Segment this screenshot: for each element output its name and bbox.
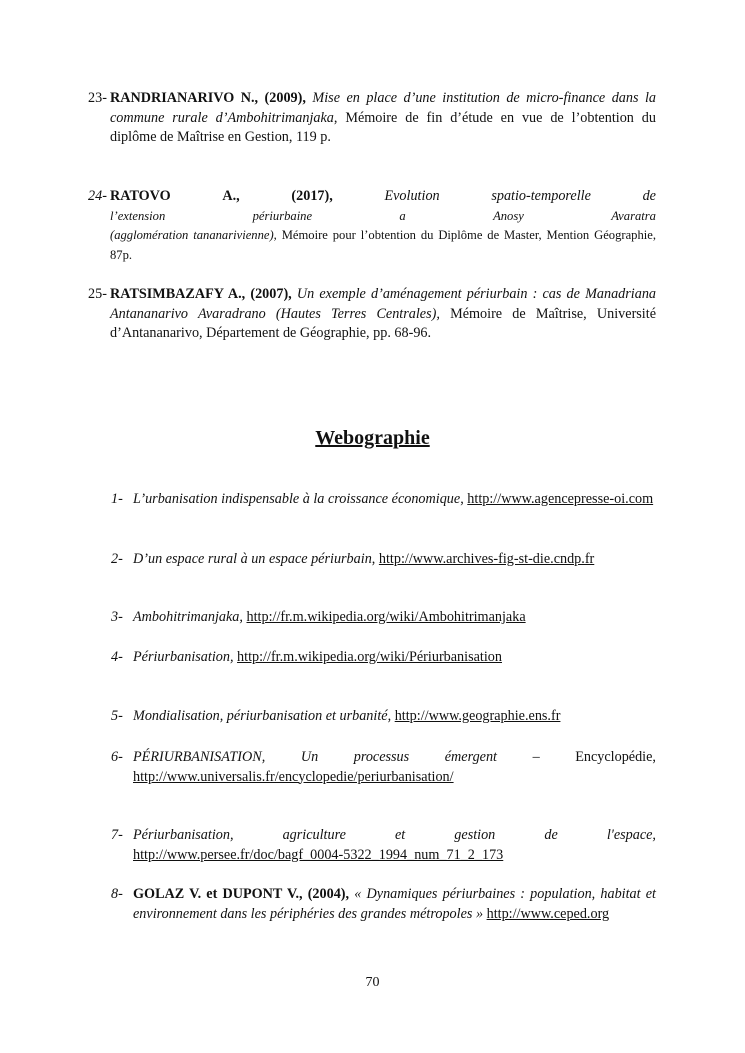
reference-text <box>110 285 656 344</box>
web-item-number: 2- <box>111 551 123 567</box>
reference-details: , Mémoire de fin d’étude en vue de l’obtention du diplôme de Maîtrise en Gestion, 119 p. <box>110 109 656 145</box>
reference-author: RATSIMBAZAFY A., (2007), <box>110 286 292 302</box>
web-item-2 <box>111 550 656 570</box>
reference-number: 25- <box>88 286 107 302</box>
separator: , <box>371 551 379 567</box>
reference-author: RANDRIANARIVO N., (2009), <box>110 90 306 106</box>
web-item-author: GOLAZ V. et DUPONT V., (2004), <box>133 886 350 902</box>
reference-title: Mise en place d’une institution de micro-finance dans la commune rurale d’Ambohitrimanjaka <box>110 90 657 126</box>
web-item-text <box>133 748 656 787</box>
web-item-line <box>133 748 656 768</box>
reference-number: 23- <box>88 90 107 106</box>
web-link[interactable]: http://www.persee.fr/doc/bagf_0004-5322_1994_num_71_2_173 <box>133 846 504 863</box>
web-item-4 <box>111 648 656 668</box>
web-item-title-word: agriculture <box>282 827 346 843</box>
web-item-3 <box>111 608 656 628</box>
web-item-1 <box>111 490 656 510</box>
reference-24 <box>88 187 656 265</box>
web-item-title: L’urbanisation indispensable à la croissance économique <box>133 491 461 507</box>
web-link[interactable]: http://www.agencepresse-oi.com <box>467 491 654 507</box>
reference-title-word: a <box>399 208 406 223</box>
web-item-title-word: gestion <box>454 827 496 843</box>
reference-title-word: Anosy <box>493 208 524 223</box>
web-item-6 <box>111 748 656 787</box>
webography-heading: Webographie <box>315 427 430 449</box>
separator: , <box>460 491 468 507</box>
web-item-title-word: l'espace, <box>606 827 656 843</box>
reference-title-word: Evolution <box>384 188 440 204</box>
web-item-number: 1- <box>111 491 123 507</box>
reference-details: Mémoire pour l’obtention du Diplôme de Master, Mention Géographie, 87p. <box>110 228 656 262</box>
reference-title-word: l’extension <box>110 208 166 223</box>
reference-number: 24- <box>88 188 107 204</box>
web-link[interactable]: http://fr.m.wikipedia.org/wiki/Ambohitrimanjaka <box>246 609 526 625</box>
web-link[interactable]: http://www.archives-fig-st-die.cndp.fr <box>378 551 595 567</box>
reference-line <box>110 187 656 207</box>
reference-text <box>110 89 656 148</box>
reference-25 <box>88 285 656 344</box>
web-link[interactable]: http://fr.m.wikipedia.org/wiki/Périurbanisation <box>237 649 502 665</box>
reference-year: (2017), <box>291 188 333 204</box>
reference-line <box>110 226 656 265</box>
web-item-title-word: de <box>544 827 558 843</box>
reference-author: RATOVO <box>110 188 171 204</box>
web-item-text <box>133 608 656 628</box>
web-item-number: 7- <box>111 827 123 843</box>
web-item-text <box>133 490 656 510</box>
reference-title: Un exemple d’aménagement périurbain : cas de Manadriana Antananarivo Avaradrano (Hautes Terres Centrales), <box>110 286 657 322</box>
web-item-title-word: PÉRIURBANISATION, <box>133 749 266 765</box>
reference-title-word: périurbaine <box>252 208 313 223</box>
web-item-5 <box>111 707 656 727</box>
web-item-text <box>133 885 656 924</box>
web-item-title-word: émergent <box>444 749 497 765</box>
web-link[interactable]: http://www.universalis.fr/encyclopedie/periurbanisation/ <box>133 768 454 785</box>
web-link[interactable]: http://www.geographie.ens.fr <box>394 708 561 724</box>
web-item-text <box>133 550 656 570</box>
web-item-title: « Dynamiques périurbaines : population, habitat et environnement dans les périphéries des grandes métropoles » <box>133 886 656 922</box>
web-item-title-word: – <box>532 749 540 765</box>
web-link[interactable]: http://www.ceped.org <box>486 905 610 922</box>
page-number: 70 <box>365 975 380 990</box>
web-item-title: D’un espace rural à un espace périurbain <box>133 551 372 567</box>
reference-title-word: Avaratra <box>611 208 656 223</box>
reference-title-word: spatio-temporelle <box>491 188 591 204</box>
web-item-title-word: et <box>394 827 406 843</box>
reference-details: Mémoire de Maîtrise, Université d’Antananarivo, Département de Géographie, pp. 68-96. <box>110 305 656 341</box>
web-item-title-word: Un <box>300 749 319 765</box>
web-item-title: Mondialisation, périurbanisation et urbanité, <box>133 708 392 724</box>
web-item-7 <box>111 826 656 865</box>
web-item-title-word: processus <box>353 749 410 765</box>
web-item-title: Périurbanisation, <box>133 649 234 665</box>
reference-23 <box>88 89 656 148</box>
web-item-number: 8- <box>111 886 123 902</box>
web-item-title: Ambohitrimanjaka, <box>133 609 243 625</box>
reference-author: A., <box>222 188 240 204</box>
web-item-text <box>133 707 656 727</box>
web-item-title-word: Périurbanisation, <box>133 827 234 843</box>
web-item-number: 6- <box>111 749 123 765</box>
web-item-number: 3- <box>111 609 123 625</box>
web-item-text <box>133 648 656 668</box>
web-item-text <box>133 826 656 865</box>
web-item-8 <box>111 885 656 924</box>
web-item-line <box>133 826 656 846</box>
reference-text <box>110 187 656 265</box>
reference-title: (agglomération tananarivienne), <box>110 228 277 242</box>
web-item-title-word: Encyclopédie, <box>575 749 656 765</box>
web-item-number: 5- <box>111 708 123 724</box>
reference-line <box>110 207 656 227</box>
web-item-number: 4- <box>111 649 123 665</box>
reference-title-word: de <box>642 188 656 204</box>
